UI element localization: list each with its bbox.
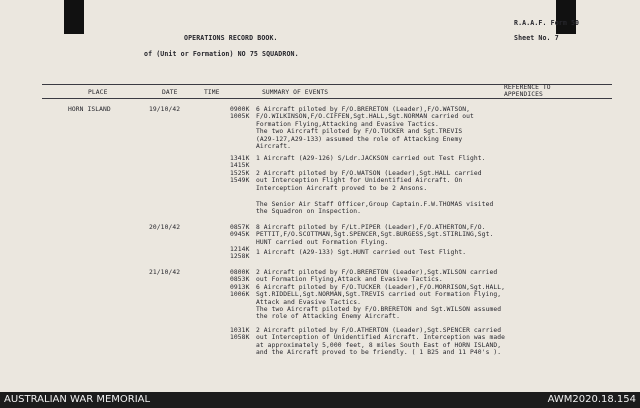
footer-bar — [0, 392, 640, 408]
time-cell: 1525K 1549K — [230, 170, 250, 185]
document-title: OPERATIONS RECORD BOOK. — [184, 34, 278, 42]
unit-line: of (Unit or Formation) NO 75 SQUADRON. — [144, 50, 299, 58]
sheet-number: Sheet No. 7 — [514, 34, 559, 42]
column-header-appendices: APPENDICES — [504, 91, 543, 98]
binder-clip-right — [556, 0, 576, 34]
event-entry: 2 Aircraft piloted by F/O.WATSON (Leader),Sgt.HALL carried out Interception Flight for Unidentified Aircraft. On Interception Aircraft proved to be 2 Ansons. — [256, 170, 482, 192]
date-cell: 19/10/42 — [149, 106, 181, 113]
footer-accession-number: AWM2020.18.154 — [547, 394, 636, 405]
form-code: R.A.A.F. Form 50 — [514, 19, 580, 27]
column-header-place: PLACE — [88, 89, 108, 96]
time-cell: 1341K 1415K — [230, 155, 250, 170]
event-entry: 8 Aircraft piloted by F/Lt.PIPER (Leader),F/O.ATHERTON,F/O. PETTIT,F/O.SCOTTMAN,Sgt.SPENCER,Sgt.BURGESS,Sgt.STIRLING,Sgt. HUNT carried out Formation Flying. — [256, 224, 494, 246]
binder-clip-left — [64, 0, 84, 34]
column-header-summary: SUMMARY OF EVENTS — [262, 89, 329, 96]
event-entry: 2 Aircraft piloted by F/O.ATHERTON (Leader),Sgt.SPENCER carried out Interception of Unidentified Aircraft. Interception was made at approximately 5,000 feet, 8 miles South East of HORN ISLAND, and the Aircraft proved to be friendly. ( 1 B25 and 11 P40's ). — [256, 327, 506, 357]
column-header-reference: REFERENCE TO — [504, 84, 551, 91]
place-cell: HORN ISLAND — [68, 106, 111, 113]
time-cell: 0900K 1005K — [230, 106, 250, 121]
event-entry: 6 Aircraft piloted by F/O.BRERETON (Leader),F/O.WATSON, F/O.WILKINSON,F/O.CIFFEN,Sgt.HALL,Sgt.NORMAN carried out Formation Flying,Attacking and Evasive Tactics. The two Aircraft piloted by F/O.TUCKER and Sgt.TREVIS (A29-127,A29-133) assumed the role of Attacking Enemy Aircraft. — [256, 106, 474, 151]
column-header-time: TIME — [204, 89, 220, 96]
event-entry: 1 Aircraft (A29-126) S/Ldr.JACKSON carried out Test Flight. — [256, 155, 486, 162]
footer-credit: AUSTRALIAN WAR MEMORIAL — [4, 394, 151, 405]
event-entry: The Senior Air Staff Officer,Group Captain.F.W.THOMAS visited the Squadron on Inspection. — [256, 201, 494, 216]
date-cell: 20/10/42 — [149, 224, 181, 231]
event-entry: 1 Aircraft (A29-133) Sgt.HUNT carried out Test Flight. — [256, 249, 467, 256]
event-entry: 2 Aircraft piloted by F/O.BRERETON (Leader),Sgt.WILSON carried out Formation Flying,Attack and Evasive Tactics. 6 Aircraft piloted by F/O.TUCKER (Leader),F/O.MORRISON,Sgt.HALL, Sgt.RIDDELL,Sgt.NORMAN,Sgt.TREVIS carried out Formation Flying, Attack and Evasive Tactics. The two Aircraft piloted by F/O.BRERETON and Sgt.WILSON assumed the role of Attacking Enemy Aircraft. — [256, 269, 506, 321]
time-cell: 0857K 0945K — [230, 224, 250, 239]
column-header-date: DATE — [162, 89, 178, 96]
time-cell: 0800K 0853K 0913K 1006K — [230, 269, 250, 299]
time-cell: 1214K 1258K — [230, 246, 250, 261]
date-cell: 21/10/42 — [149, 269, 181, 276]
time-cell: 1031K 1058K — [230, 327, 250, 342]
